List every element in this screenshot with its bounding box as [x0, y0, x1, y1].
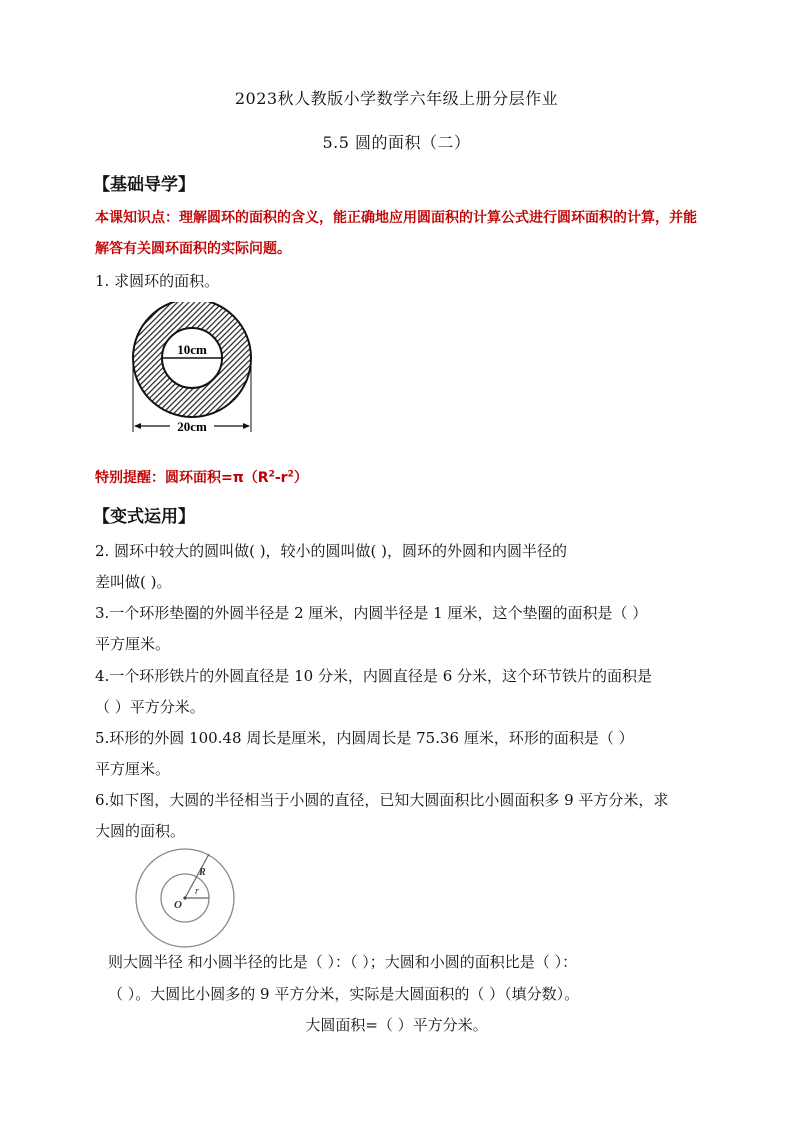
label-r: r — [195, 886, 199, 897]
concentric-circles-figure — [133, 848, 243, 958]
tip-mid: -r — [274, 470, 288, 486]
inner-diameter-label: 10cm — [177, 342, 207, 357]
question-5-line-2: 平方厘米。 — [95, 760, 171, 778]
arrow-left-icon — [134, 423, 141, 429]
question-1: 1. 求圆环的面积。 — [95, 272, 220, 290]
tip-sup-r: 2 — [287, 469, 294, 480]
question-6-answer-line-3: 大圆面积=（ ）平方分米。 — [305, 1016, 488, 1034]
label-R: R — [199, 867, 206, 878]
question-3-line-2: 平方厘米。 — [95, 635, 171, 653]
label-O: O — [174, 899, 182, 911]
knowledge-point-line-1: 本课知识点：理解圆环的面积的含义，能正确地应用圆面积的计算公式进行圆环面积的计算，并能 — [95, 210, 697, 226]
tip-prefix: 特别提醒：圆环面积=π（R — [95, 470, 269, 486]
tip-sup-R: 2 — [268, 469, 275, 480]
question-6-answer-line-1: 则大圆半径 和小圆半径的比是（ ）：（ ）；大圆和小圆的面积比是（ ）： — [108, 953, 578, 971]
section-heading-variant: 【变式运用】 — [93, 507, 195, 527]
question-6-answer-line-2: （ ）。大圆比小圆多的 9 平方分米，实际是大圆面积的（ ）（填分数）。 — [108, 985, 580, 1003]
center-point — [183, 896, 186, 899]
question-2-line-1: 2. 圆环中较大的圆叫做( )，较小的圆叫做( )，圆环的外圆和内圆半径的 — [95, 542, 568, 560]
question-2-line-2: 差叫做( )。 — [95, 573, 172, 591]
knowledge-point-line-2: 解答有关圆环面积的实际问题。 — [95, 241, 291, 257]
tip-suffix: ） — [293, 470, 308, 486]
outer-diameter-label: 20cm — [177, 419, 207, 434]
arrow-right-icon — [243, 423, 250, 429]
special-tip — [95, 467, 308, 487]
section-heading-basic: 【基础导学】 — [93, 175, 195, 195]
page-subtitle: 5.5 圆的面积（二） — [322, 133, 471, 152]
question-4-line-2: （ ）平方分米。 — [95, 698, 205, 716]
annulus-figure — [126, 302, 266, 442]
question-5-line-1: 5.环形的外圆 100.48 周长是厘米，内圆周长是 75.36 厘米，环形的面积是（ ） — [95, 729, 634, 747]
question-6-line-1: 6.如下图，大圆的半径相当于小圆的直径，已知大圆面积比小圆面积多 9 平方分米，求 — [95, 791, 669, 809]
question-4-line-1: 4.一个环形铁片的外圆直径是 10 分米，内圆直径是 6 分米，这个环节铁片的面积是 — [95, 667, 653, 685]
page-title: 2023秋人教版小学数学六年级上册分层作业 — [234, 89, 559, 108]
question-6-line-2: 大圆的面积。 — [95, 822, 186, 840]
question-3-line-1: 3.一个环形垫圈的外圆半径是 2 厘米，内圆半径是 1 厘米，这个垫圈的面积是（ ） — [95, 604, 648, 622]
